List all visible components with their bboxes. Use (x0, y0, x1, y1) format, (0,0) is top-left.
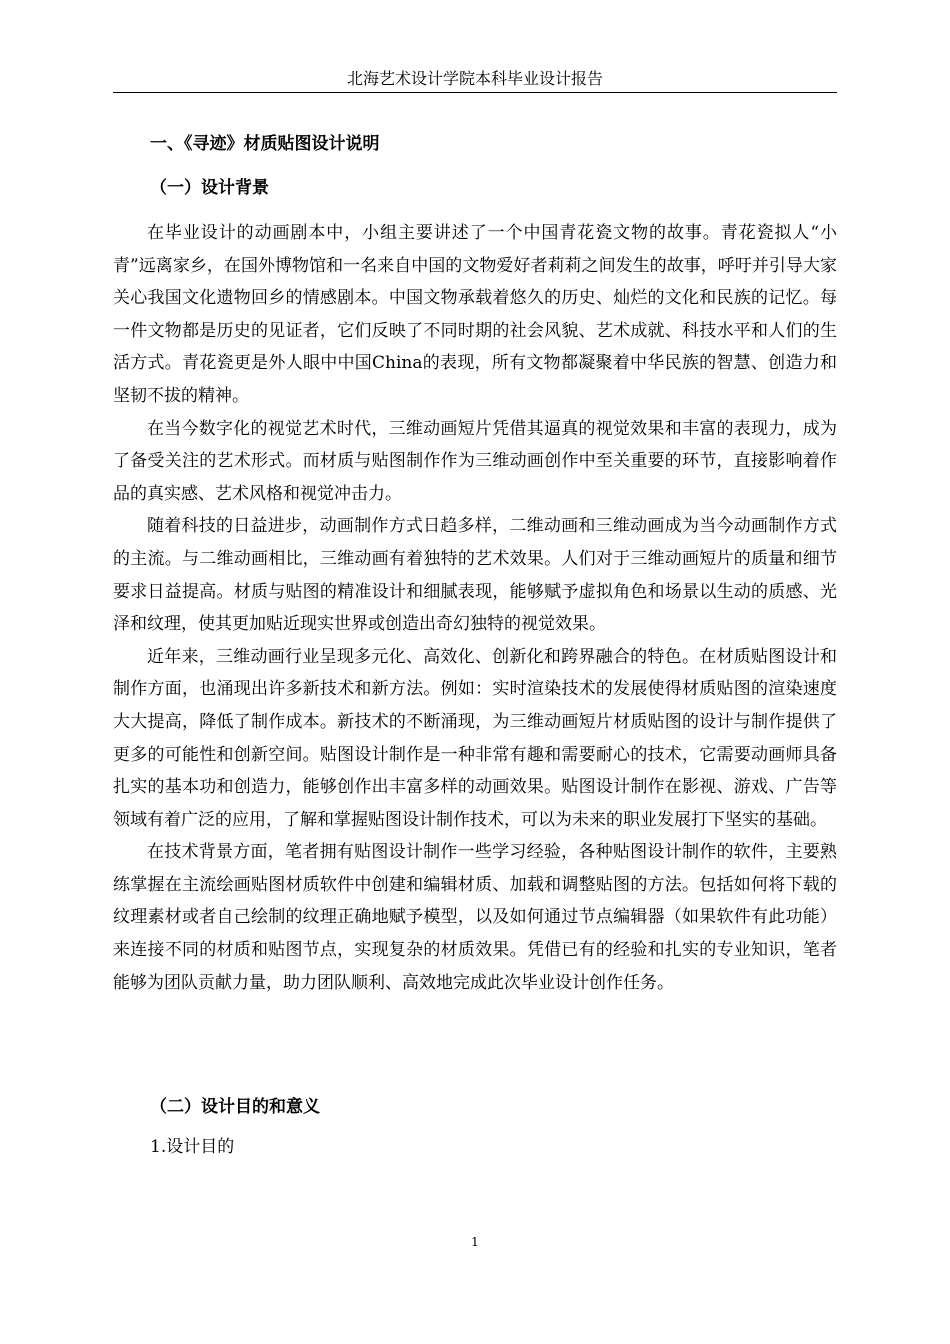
paragraph-1: 在毕业设计的动画剧本中，小组主要讲述了一个中国青花瓷文物的故事。青花瓷拟人“小青”远离家乡，在国外博物馆和一名来自中国的文物爱好者莉莉之间发生的故事，呼吁并引导大家关心我国文化遗物回乡的情感剧本。中国文物承载着悠久的历史、灿烂的文化和民族的记忆。每一件文物都是历史的见证者，它们反映了不同时期的社会风貌、艺术成就、科技水平和人们的生活方式。青花瓷更是外人眼中中国China的表现，所有文物都凝聚着中华民族的智慧、创造力和坚韧不拔的精神。 (113, 223, 837, 406)
subsection-heading-background: （一）设计背景 (150, 178, 269, 198)
background-body (113, 217, 837, 999)
paragraph-2: 在当今数字化的视觉艺术时代，三维动画短片凭借其逼真的视觉效果和丰富的表现力，成为了备受关注的艺术形式。而材质与贴图制作作为三维动画创作中至关重要的环节，直接影响着作品的真实感、艺术风格和视觉冲击力。 (113, 418, 837, 504)
paragraph-4: 近年来，三维动画行业呈现多元化、高效化、创新化和跨界融合的特色。在材质贴图设计和制作方面，也涌现出许多新技术和新方法。例如：实时渲染技术的发展使得材质贴图的渲染速度大大提高，降低了制作成本。新技术的不断涌现，为三维动画短片材质贴图的设计与制作提供了更多的可能性和创新空间。贴图设计制作是一种非常有趣和需要耐心的技术，它需要动画师具备扎实的基本功和创造力，能够创作出丰富多样的动画效果。贴图设计制作在影视、游戏、广告等领域有着广泛的应用，了解和掌握贴图设计制作技术，可以为未来的职业发展打下坚实的基础。 (113, 646, 837, 830)
section-heading: 一、《寻迹》材质贴图设计说明 (150, 134, 380, 154)
subsection-heading-purpose: （二）设计目的和意义 (150, 1097, 320, 1117)
paragraph-3: 随着科技的日益进步，动画制作方式日趋多样，二维动画和三维动画成为当今动画制作方式的主流。与二维动画相比，三维动画有着独特的艺术效果。人们对于三维动画短片的质量和细节要求日益提高。材质与贴图的精准设计和细腻表现，能够赋予虚拟角色和场景以生动的质感、光泽和纹理，使其更加贴近现实世界或创造出奇幻独特的视觉效果。 (113, 516, 837, 635)
header-divider (113, 92, 837, 93)
sub-heading-design-purpose: 1.设计目的 (150, 1137, 235, 1157)
paragraph-5: 在技术背景方面，笔者拥有贴图设计制作一些学习经验，各种贴图设计制作的软件，主要熟练掌握在主流绘画贴图材质软件中创建和编辑材质、加载和调整贴图的方法。包括如何将下载的纹理素材或者自己绘制的纹理正确地赋予模型，以及如何通过节点编辑器（如果软件有此功能）来连接不同的材质和贴图节点，实现复杂的材质效果。凭借已有的经验和扎实的专业知识，笔者能够为团队贡献力量，助力团队顺利、高效地完成此次毕业设计创作任务。 (113, 842, 837, 993)
running-header: 北海艺术设计学院本科毕业设计报告 (346, 69, 603, 88)
page-number: 1 (471, 1235, 479, 1249)
